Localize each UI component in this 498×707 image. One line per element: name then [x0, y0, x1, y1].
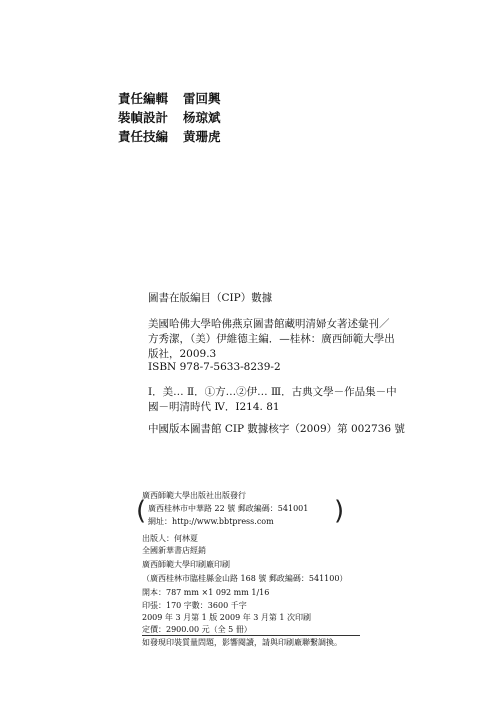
edition-and-printing: 2009 年 3 月第 1 版 2009 年 3 月第 1 次印刷	[142, 613, 312, 622]
printer: 廣西師範大學印刷廠印刷	[142, 560, 230, 569]
publisher-person: 出版人：何林夏	[142, 534, 198, 543]
publisher-website: 網址：http://www.bbtpress.com	[148, 517, 274, 526]
distributor: 全國新華書店經銷	[142, 546, 206, 555]
credit-row-technical-editor: 責任技編 黄珊虎	[118, 129, 221, 144]
cip-isbn: ISBN 978-7-5633-8239-2	[148, 361, 281, 373]
publisher-address: 廣西桂林市中華路 22 號 郵政編碼：541001	[148, 504, 309, 513]
cip-subject-1: Ⅰ．美… Ⅱ．①方…②伊… Ⅲ．古典文學－作品集－中	[148, 386, 397, 398]
book-format: 開本：787 mm ×1 092 mm 1/16	[142, 588, 270, 597]
cip-line-2: 方秀潔，（美）伊維德主編．—桂林：廣西師範大學出	[148, 333, 395, 345]
cip-record-number: 中國版本圖書館 CIP 數據核字（2009）第 002736 號	[148, 423, 405, 435]
divider-line	[142, 635, 360, 636]
credit-row-designer: 裝幀設計 杨琼斌	[118, 110, 221, 125]
cip-subject-2: 國－明清時代 Ⅳ．I214. 81	[148, 401, 280, 413]
price: 定價：2900.00 元（全 5 冊）	[142, 625, 252, 634]
credit-row-editor: 責任編輯 雷回興	[118, 91, 221, 106]
cip-line-3: 版社，2009.3	[148, 348, 217, 360]
sheets-and-word-count: 印張：170 字數：3600 千字	[142, 601, 247, 610]
cip-line-1: 美國哈佛大學哈佛燕京圖書館藏明清婦女著述彙刊／	[148, 318, 390, 330]
publisher-name: 廣西師範大學出版社出版發行	[142, 491, 246, 500]
printer-address: （廣西桂林市臨桂縣金山路 168 號 郵政編碼：541100）	[142, 574, 348, 583]
left-bracket: (	[136, 496, 147, 526]
right-bracket: )	[334, 496, 345, 526]
credits-block	[118, 89, 221, 146]
cip-heading: 圖書在版編目（CIP）數據	[148, 292, 273, 304]
quality-notice: 如發現印裝質量問題，影響閱讀，請與印刷廠聯繫調換。	[142, 638, 342, 647]
